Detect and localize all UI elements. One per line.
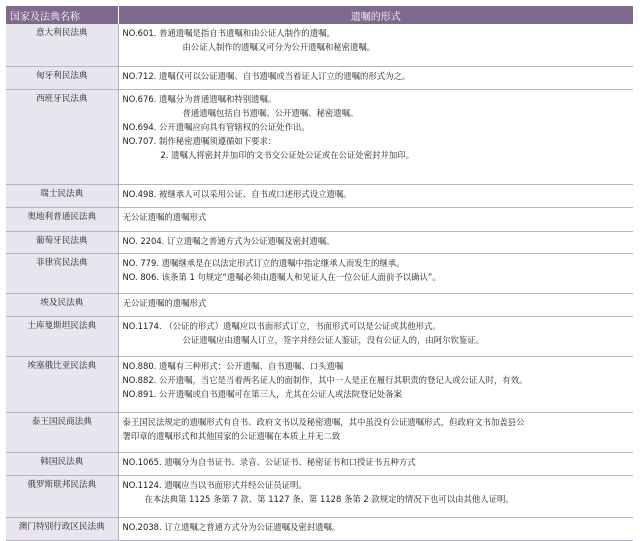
will-form-line: NO. 779. 遗嘱继承是在以法定形式订立的遗嘱中指定继承人而发生的继承。 — [122, 258, 405, 268]
will-form-line: NO.676. 遗嘱分为普通遗嘱和特别遗嘱。 — [122, 94, 277, 104]
will-form-line: 2. 遗嘱人将密封并加印的文书交公证处公证或在公证处密封并加印。 — [160, 150, 415, 160]
will-form-cell — [118, 67, 633, 90]
country-name: 菲律宾民法典 — [6, 254, 118, 294]
table-row — [6, 518, 633, 541]
will-form-line: NO.1065. 遗嘱分为自书证书、录音、公证证书、秘密证书和口授证书五种方式 — [122, 457, 416, 467]
header-will-form: 遗嘱的形式 — [118, 6, 633, 24]
will-form-line: 在本法典第 1125 条第 7 款、第 1127 条、第 1128 条第 2 款规定的情况下也可以由其他人证明。 — [144, 494, 514, 504]
table-row — [6, 24, 633, 67]
will-form-line: NO.1174. （公证的形式）遗嘱应以书面形式订立，书面形式可以是公证或其他形式。 — [122, 321, 441, 331]
country-name: 瑞士民法典 — [6, 185, 118, 208]
will-form-line: NO. 806. 该条第 1 句规定“遗嘱必须由遗嘱人和见证人在一位公证人面前予以确认”。 — [122, 272, 441, 282]
will-form-cell — [118, 90, 633, 185]
will-form-line: 泰王国民法规定的遗嘱形式有自书、政府文书以及秘密遗嘱，其中虽没有公证遗嘱形式，但政府文书加盖县公 — [122, 417, 525, 427]
country-name: 葡萄牙民法典 — [6, 232, 118, 254]
table-row — [6, 208, 633, 232]
country-name: 埃塞俄比亚民法典 — [6, 357, 118, 413]
table-header-row — [6, 6, 633, 24]
will-form-line: 无公证遗嘱的遗嘱形式 — [122, 212, 207, 222]
table-row — [6, 357, 633, 413]
will-form-line: NO.1124. 遗嘱应当以书面形式并经公证员证明。 — [122, 480, 307, 490]
will-form-line: NO.880. 遗嘱有三种形式：公开遗嘱、自书遗嘱、口头遗嘱 — [122, 361, 344, 371]
will-form-line: 无公证遗嘱的遗嘱形式 — [122, 298, 207, 308]
country-name: 埃及民法典 — [6, 294, 118, 317]
will-form-line: NO.707. 制作秘密遗嘱须遵循如下要求： — [122, 136, 277, 146]
table-row — [6, 476, 633, 518]
table-row — [6, 90, 633, 185]
table-row — [6, 254, 633, 294]
header-country: 国家及法典名称 — [6, 6, 118, 24]
will-form-cell — [118, 208, 633, 232]
will-form-cell — [118, 413, 633, 453]
will-form-cell — [118, 24, 633, 67]
will-form-line: NO. 2204. 订立遗嘱之普通方式为公证遗嘱及密封遗嘱。 — [122, 236, 335, 246]
table-row — [6, 232, 633, 254]
will-form-cell — [118, 476, 633, 518]
will-form-line: NO.2038. 订立遗嘱之普通方式分为公证遗嘱及密封遗嘱。 — [122, 522, 341, 532]
country-name: 意大利民法典 — [6, 24, 118, 67]
law-comparison-table-wrapper — [6, 6, 633, 541]
will-form-line: NO.882. 公开遗嘱，当它是当着两名证人的面制作，其中一人是正在履行其职责的登记人或公证人时，有效。 — [122, 375, 528, 385]
will-form-line: NO.712. 遗嘱仅可以公证遗嘱、自书遗嘱或当着证人订立的遗嘱的形式为之。 — [122, 71, 411, 81]
will-form-line: NO.891. 公开遗嘱或自书遗嘱可在第三人，尤其在公证人或法院登记处备案 — [122, 389, 402, 399]
will-form-cell — [118, 254, 633, 294]
table-row — [6, 294, 633, 317]
will-form-cell — [118, 185, 633, 208]
will-forms-table — [6, 6, 633, 541]
country-name: 匈牙利民法典 — [6, 67, 118, 90]
will-form-line: 由公证人制作的遗嘱又可分为公开遗嘱和秘密遗嘱。 — [182, 42, 376, 52]
will-form-cell — [118, 357, 633, 413]
will-form-cell — [118, 317, 633, 357]
will-form-cell — [118, 294, 633, 317]
table-row — [6, 67, 633, 90]
country-name: 西班牙民法典 — [6, 90, 118, 185]
will-form-line: 署印章的遗嘱形式和其他国家的公证遗嘱在本质上并无二致 — [122, 431, 341, 441]
country-name: 泰王国民商法典 — [6, 413, 118, 453]
will-form-cell — [118, 518, 633, 541]
will-form-line: 公证遗嘱应由遗嘱人订立，签字并经公证人鉴证，没有公证人的，由阿尔钦鉴证。 — [182, 335, 484, 345]
country-name: 土库曼斯坦民法典 — [6, 317, 118, 357]
will-form-cell — [118, 232, 633, 254]
country-name: 韩国民法典 — [6, 453, 118, 476]
country-name: 俄罗斯联邦民法典 — [6, 476, 118, 518]
will-form-line: NO.601. 普通遗嘱是指自书遗嘱和由公证人制作的遗嘱。 — [122, 28, 335, 38]
table-row — [6, 453, 633, 476]
country-name: 奥地利普通民法典 — [6, 208, 118, 232]
will-form-line: 普通遗嘱包括自书遗嘱、公开遗嘱、秘密遗嘱。 — [182, 108, 359, 118]
will-form-cell — [118, 453, 633, 476]
table-row — [6, 185, 633, 208]
will-form-line: NO.694. 公开遗嘱应向具有管辖权的公证处作出。 — [122, 122, 310, 132]
will-form-line: NO.498. 被继承人可以采用公证、自书或口述形式设立遗嘱。 — [122, 189, 352, 199]
table-row — [6, 317, 633, 357]
table-row — [6, 413, 633, 453]
country-name: 澳门特别行政区民法典 — [6, 518, 118, 541]
